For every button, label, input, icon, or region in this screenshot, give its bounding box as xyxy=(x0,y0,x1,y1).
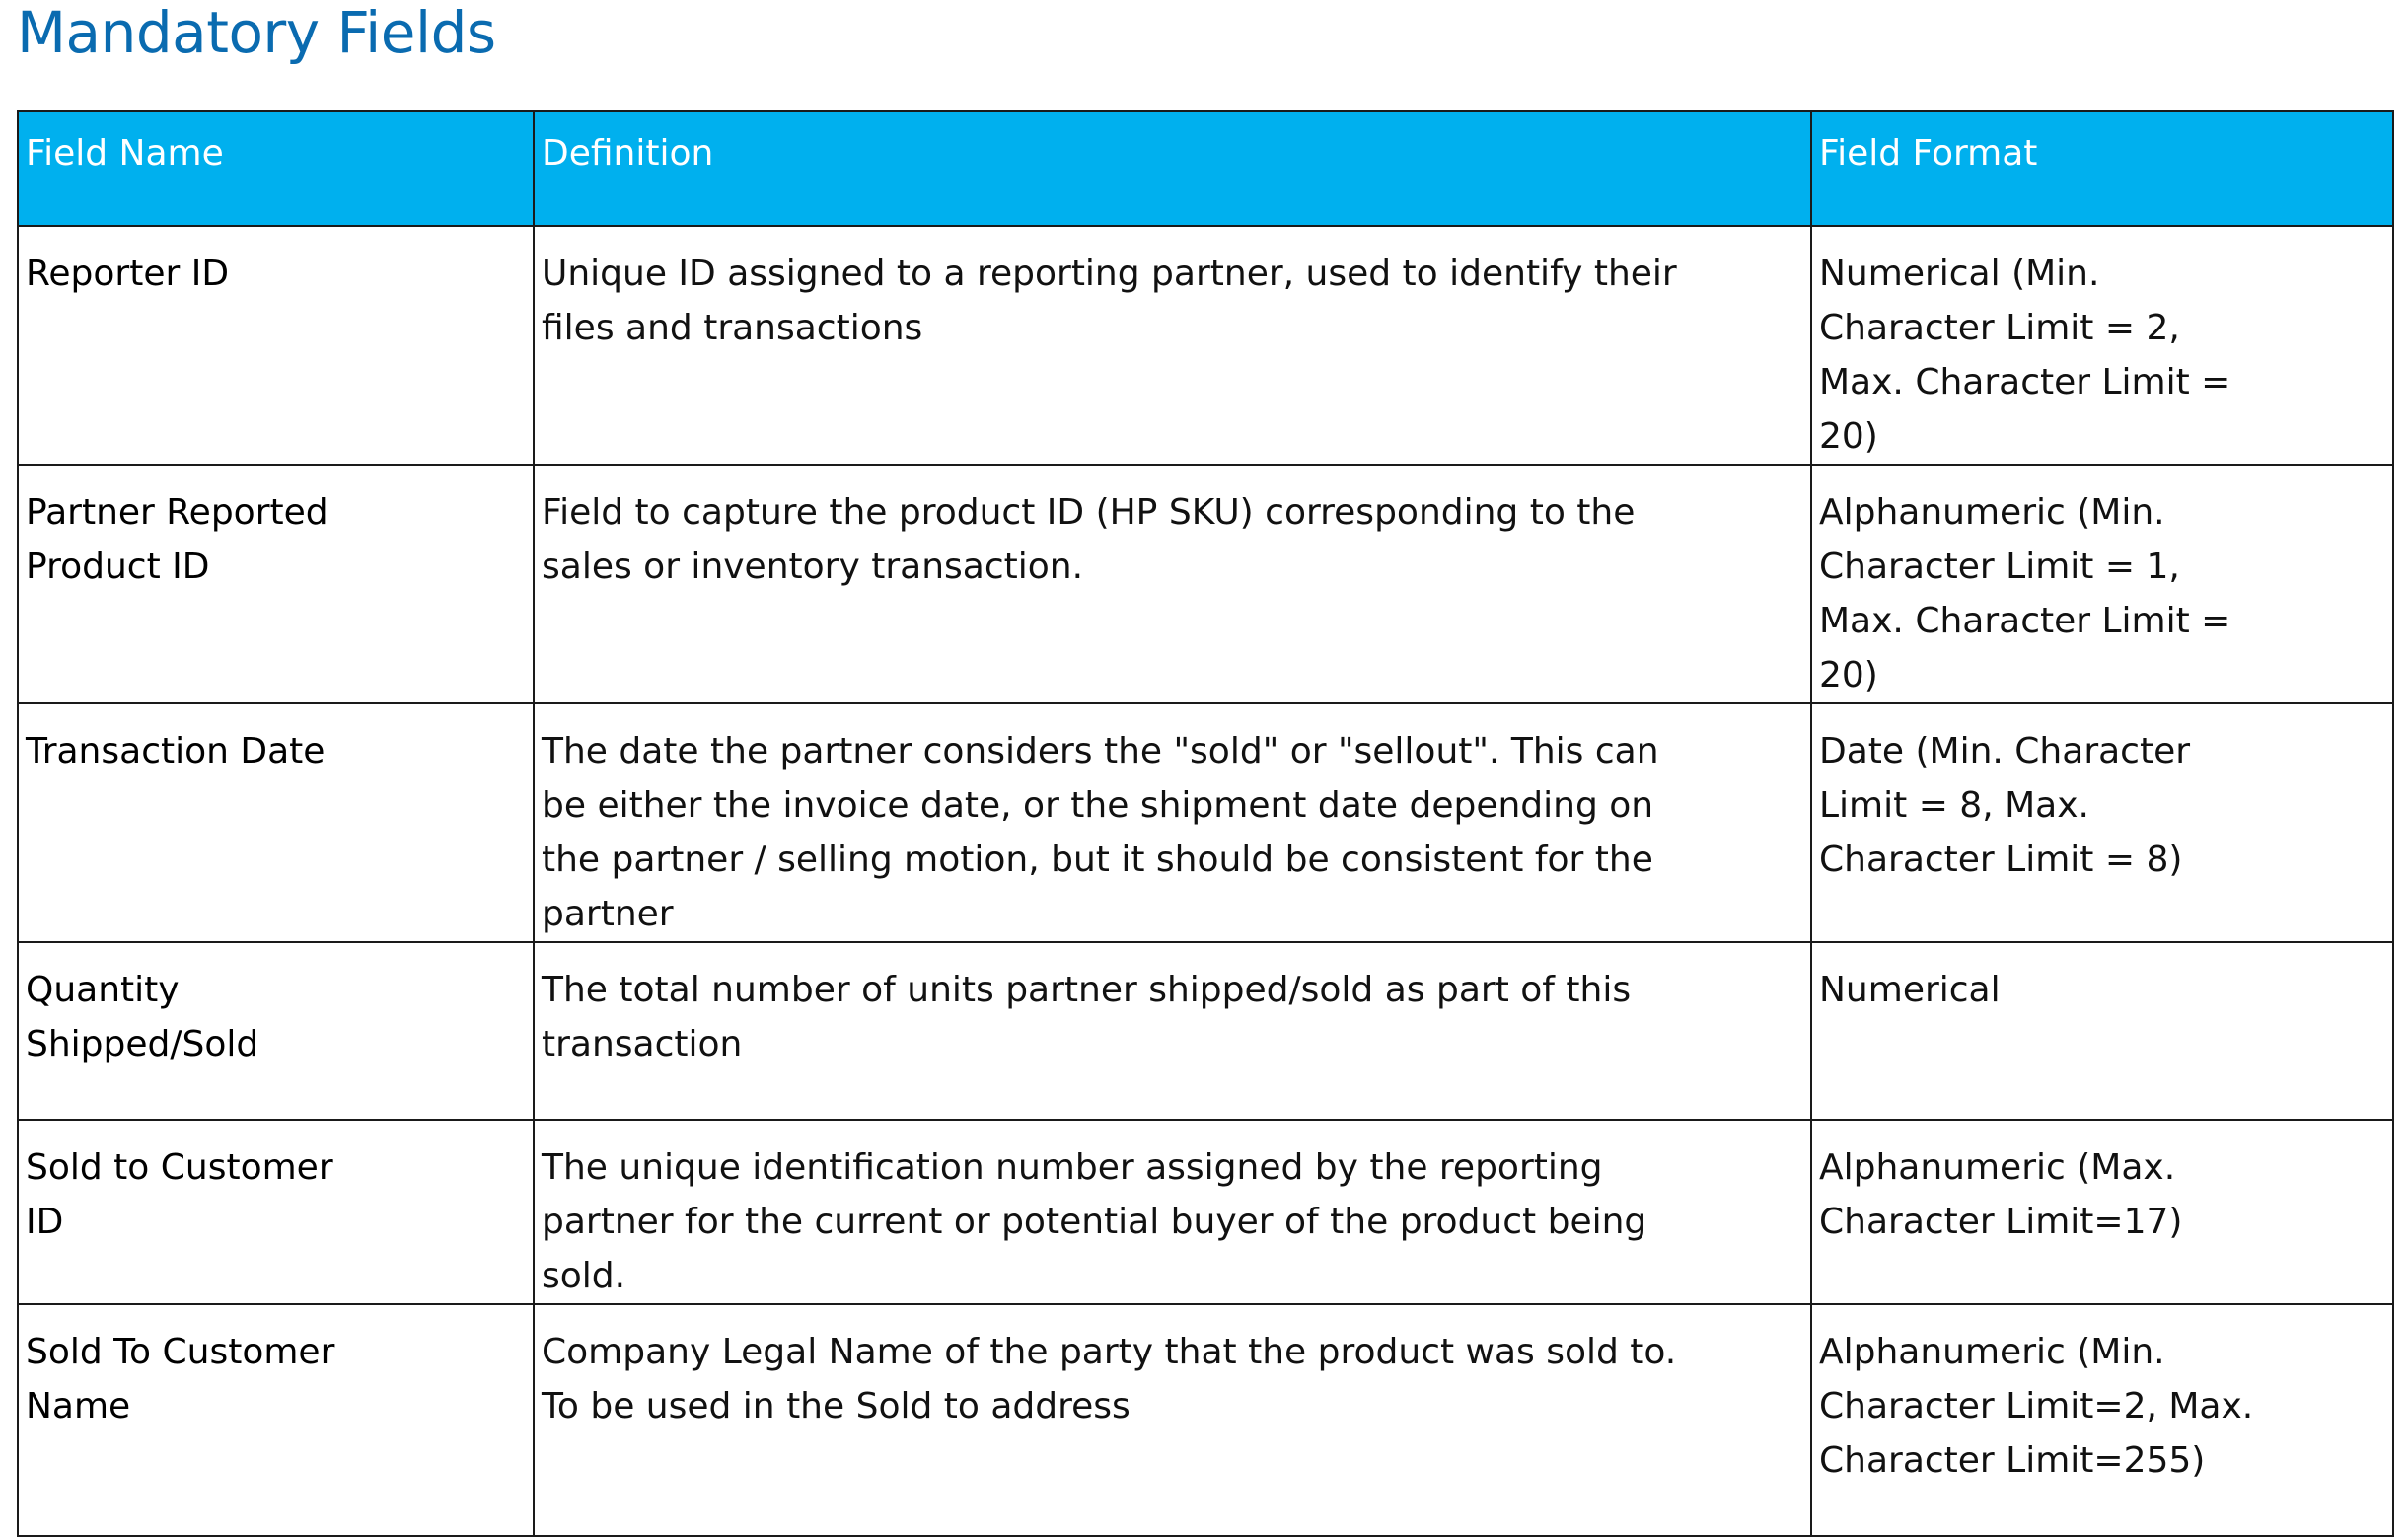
table-row xyxy=(18,703,2393,942)
field-format-cell xyxy=(1811,1120,2393,1304)
definition-text: The date the partner considers the "sold" or "sellout". This can be either the invoice date, or the shipment date depending on the partner / selling motion, but it should be consistent for the partner xyxy=(542,731,1659,934)
definition-cell xyxy=(534,703,1811,942)
table-row xyxy=(18,942,2393,1120)
field-format-cell xyxy=(1811,942,2393,1120)
definition-text: Company Legal Name of the party that the product was sold to. To be used in the Sold to address xyxy=(542,1332,1677,1427)
definition-cell xyxy=(534,942,1811,1120)
field-name-cell xyxy=(18,226,534,465)
definition-text: The total number of units partner shipped/sold as part of this transaction xyxy=(542,970,1632,1064)
column-header-field-name: Field Name xyxy=(18,111,534,226)
table-header-row xyxy=(18,111,2393,226)
field-name-text: Sold to Customer ID xyxy=(26,1147,333,1242)
table-row xyxy=(18,465,2393,703)
field-format-text: Numerical (Min. Character Limit = 2, Max. Character Limit = 20) xyxy=(1819,254,2231,457)
definition-cell xyxy=(534,1120,1811,1304)
field-name-cell xyxy=(18,1120,534,1304)
field-name-text: Reporter ID xyxy=(26,254,230,294)
field-format-text: Alphanumeric (Max. Character Limit=17) xyxy=(1819,1147,2183,1242)
field-name-cell xyxy=(18,465,534,703)
field-name-text: Partner Reported Product ID xyxy=(26,492,328,587)
field-format-cell xyxy=(1811,1304,2393,1536)
column-header-definition: Definition xyxy=(534,111,1811,226)
field-format-cell xyxy=(1811,465,2393,703)
definition-cell xyxy=(534,1304,1811,1536)
field-format-text: Alphanumeric (Min. Character Limit = 1, Max. Character Limit = 20) xyxy=(1819,492,2231,695)
field-format-text: Date (Min. Character Limit = 8, Max. Character Limit = 8) xyxy=(1819,731,2191,880)
field-format-text: Numerical xyxy=(1819,970,2001,1010)
field-name-text: Transaction Date xyxy=(26,731,326,771)
definition-text: Field to capture the product ID (HP SKU) corresponding to the sales or inventory transaction. xyxy=(542,492,1636,587)
field-name-cell xyxy=(18,703,534,942)
column-header-field-format: Field Format xyxy=(1811,111,2393,226)
definition-text: Unique ID assigned to a reporting partner, used to identify their files and transactions xyxy=(542,254,1677,348)
field-format-text: Alphanumeric (Min. Character Limit=2, Max. Character Limit=255) xyxy=(1819,1332,2254,1481)
field-format-cell xyxy=(1811,703,2393,942)
page-title: Mandatory Fields xyxy=(17,0,496,66)
field-name-text: Quantity Shipped/Sold xyxy=(26,970,259,1064)
field-name-cell xyxy=(18,942,534,1120)
field-name-cell xyxy=(18,1304,534,1536)
field-format-cell xyxy=(1811,226,2393,465)
mandatory-fields-table xyxy=(17,110,2394,1537)
field-name-text: Sold To Customer Name xyxy=(26,1332,335,1427)
table-row xyxy=(18,1304,2393,1536)
definition-cell xyxy=(534,465,1811,703)
definition-text: The unique identification number assigned by the reporting partner for the current or potential buyer of the product being sold. xyxy=(542,1147,1647,1296)
definition-cell xyxy=(534,226,1811,465)
table-row xyxy=(18,1120,2393,1304)
table-row xyxy=(18,226,2393,465)
